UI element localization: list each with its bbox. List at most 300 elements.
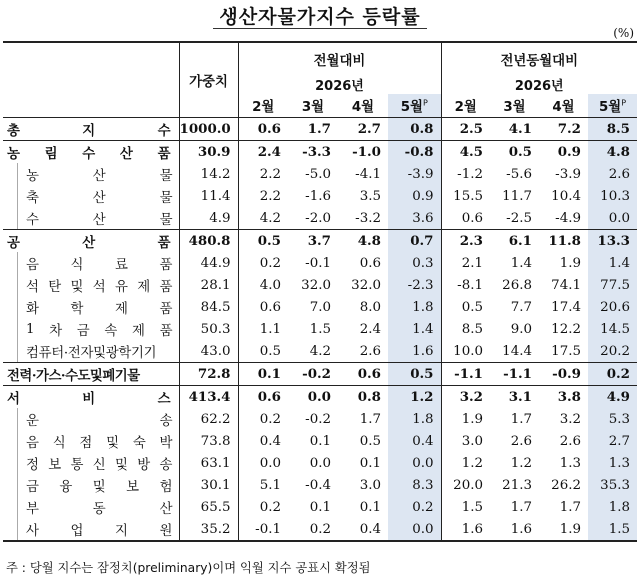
yoy-value-cell: 6.1 xyxy=(490,230,539,253)
weight-cell: 72.8 xyxy=(179,363,238,386)
label-char: 부 xyxy=(26,501,39,517)
yoy-month-header: 2월 xyxy=(441,94,490,118)
mom-value-cell: -1.6 xyxy=(305,188,331,204)
mom-value-cell: 2.4 xyxy=(238,141,288,164)
footnote: 주 : 당월 지수는 잠정치(preliminary)이며 익월 지수 공표시 확정됨 xyxy=(6,561,371,575)
mom-value-cell: -3.2 xyxy=(355,210,381,226)
yoy-value-cell: 3.1 xyxy=(490,386,539,409)
yoy-value-cell: 4.8 xyxy=(588,141,637,164)
table-row xyxy=(3,207,637,230)
weight-cell: 4.9 xyxy=(179,207,238,230)
mom-value-cell: -0.2 xyxy=(305,411,331,427)
subcategory-label xyxy=(3,252,179,274)
label-char: 숙 xyxy=(132,435,146,451)
label-char: 품 xyxy=(159,279,173,295)
label-char: 융 xyxy=(59,479,73,495)
yoy-value-cell: 20.0 xyxy=(441,474,490,496)
subcategory-label xyxy=(3,318,179,340)
yoy-value-cell: 14.5 xyxy=(588,318,637,340)
weight-cell: 14.2 xyxy=(179,163,238,185)
mom-value-cell: -2.0 xyxy=(305,210,331,226)
mom-value-cell: 3.0 xyxy=(359,477,381,493)
yoy-value-cell: 11.8 xyxy=(539,230,588,253)
yoy-value-cell: 1.7 xyxy=(559,499,581,515)
yoy-month-header: 3월 xyxy=(490,94,539,118)
label-char: 지 xyxy=(82,122,96,139)
label-char: 및 xyxy=(106,435,120,451)
weight-cell: 44.9 xyxy=(179,252,238,274)
yoy-value-cell: -2.5 xyxy=(506,210,532,226)
label-char: 석 xyxy=(92,279,106,295)
yoy-value-cell: 4.9 xyxy=(588,386,637,409)
label-char: 원 xyxy=(159,523,173,539)
mom-value-cell: 0.0 xyxy=(388,452,441,474)
mom-value-cell: 1.7 xyxy=(359,411,381,427)
label-char: 업 xyxy=(70,523,84,539)
table-row xyxy=(3,118,637,141)
label-char: 비 xyxy=(82,390,96,407)
mom-value-cell: 2.6 xyxy=(359,343,381,359)
yoy-value-cell: -1.1 xyxy=(441,363,490,386)
label-char: 동 xyxy=(92,501,106,517)
mom-value-cell: 0.0 xyxy=(288,386,338,409)
mom-value-cell: 0.1 xyxy=(359,455,381,471)
label-char: 식 xyxy=(70,257,84,273)
yoy-value-cell: 4.5 xyxy=(441,141,490,164)
yoy-value-cell: 35.3 xyxy=(588,474,637,496)
yoy-value-cell: -1.2 xyxy=(441,163,490,185)
table-body xyxy=(3,118,637,542)
label-char: 속 xyxy=(104,323,118,339)
label-char: 박 xyxy=(159,435,173,451)
mom-value-cell: 0.2 xyxy=(388,496,441,518)
mom-value-cell: -3.3 xyxy=(288,141,338,164)
yoy-value-cell: 0.6 xyxy=(441,207,490,230)
mom-value-cell: -0.4 xyxy=(305,477,331,493)
subcategory-label xyxy=(3,496,179,518)
subcategory-label xyxy=(3,430,179,452)
mom-value-cell: 0.7 xyxy=(388,230,441,253)
yoy-value-cell: 1.6 xyxy=(441,518,490,541)
mom-value-cell: 0.6 xyxy=(338,363,388,386)
yoy-value-cell: 7.7 xyxy=(510,299,532,315)
mom-group-header: 전월대비 xyxy=(238,42,441,75)
mom-value-cell: 0.4 xyxy=(388,430,441,452)
yoy-value-cell: 1.2 xyxy=(510,455,532,471)
mom-value-cell: 0.5 xyxy=(238,230,288,253)
yoy-value-cell: 1.6 xyxy=(490,518,539,541)
label-char: 및 xyxy=(70,279,84,295)
mom-value-cell: 3.5 xyxy=(359,188,381,204)
yoy-value-cell: 1.3 xyxy=(559,455,581,471)
label-char: 방 xyxy=(137,457,151,473)
label-char: 음 xyxy=(26,435,39,451)
mom-value-cell: 1.7 xyxy=(307,121,331,137)
yoy-value-cell: 7.2 xyxy=(557,121,581,137)
yoy-value-cell: 2.3 xyxy=(441,230,490,253)
yoy-value-cell: 1.2 xyxy=(441,452,490,474)
mom-value-cell: 1.4 xyxy=(388,318,441,340)
mom-value-cell: -4.1 xyxy=(355,166,381,182)
yoy-value-cell: 17.4 xyxy=(551,299,581,315)
table-row xyxy=(3,408,637,430)
table-row xyxy=(3,430,637,452)
mom-value-cell: 1.1 xyxy=(238,318,288,340)
subcategory-label xyxy=(3,474,179,496)
label-char: 물 xyxy=(159,168,173,184)
label-char: 탄 xyxy=(48,279,62,295)
mom-value-cell: 1.6 xyxy=(388,340,441,363)
yoy-value-cell: 1.8 xyxy=(588,496,637,518)
mom-value-cell: 2.2 xyxy=(238,163,288,185)
yoy-value-cell: 15.5 xyxy=(441,185,490,207)
label-char: 물 xyxy=(159,190,173,206)
label-char: 제 xyxy=(137,279,151,295)
label-char: 험 xyxy=(159,479,173,495)
title-underline xyxy=(213,28,427,29)
yoy-value-cell: 3.2 xyxy=(441,386,490,409)
yoy-value-cell: 26.2 xyxy=(551,477,581,493)
label-char: 및 xyxy=(92,479,106,495)
label-char: 총 xyxy=(7,122,20,139)
yoy-value-cell: -4.9 xyxy=(555,210,581,226)
mom-value-cell: 0.8 xyxy=(338,386,388,409)
subcategory-label xyxy=(3,274,179,296)
label-char: 및 xyxy=(115,457,128,473)
mom-value-cell: -0.2 xyxy=(288,363,338,386)
table-row xyxy=(3,496,637,518)
yoy-value-cell: 20.2 xyxy=(588,340,637,363)
label-char: 품 xyxy=(159,257,173,273)
mom-value-cell: 0.9 xyxy=(388,185,441,207)
yoy-month-header: 4월 xyxy=(539,94,588,118)
mom-value-cell: 2.4 xyxy=(359,321,381,337)
label-char: 점 xyxy=(79,435,93,451)
table-row xyxy=(3,252,637,274)
yoy-value-cell: 1.4 xyxy=(588,252,637,274)
yoy-value-cell: 1.5 xyxy=(588,518,637,541)
mom-value-cell: 4.8 xyxy=(338,230,388,253)
weight-cell: 1000.0 xyxy=(179,118,238,141)
yoy-value-cell: 10.4 xyxy=(551,188,581,204)
label-char: 품 xyxy=(159,323,173,339)
label-char: 수 xyxy=(82,145,96,162)
yoy-value-cell: -5.6 xyxy=(506,166,532,182)
subcategory-label xyxy=(3,207,179,230)
table-row xyxy=(3,518,637,541)
table-row xyxy=(3,452,637,474)
yoy-value-cell: -3.9 xyxy=(555,166,581,182)
weight-cell: 73.8 xyxy=(179,430,238,452)
yoy-value-cell: 13.3 xyxy=(588,230,637,253)
mom-value-cell: 0.6 xyxy=(359,255,381,271)
label-char: 스 xyxy=(157,390,171,407)
weight-cell: 30.1 xyxy=(179,474,238,496)
yoy-value-cell: 2.5 xyxy=(441,118,490,141)
mom-value-cell: 0.3 xyxy=(388,252,441,274)
label-char: 산 xyxy=(159,501,173,517)
yoy-value-cell: 20.6 xyxy=(588,296,637,318)
category-label xyxy=(3,230,179,253)
table-row xyxy=(3,340,637,363)
yoy-value-cell: 10.0 xyxy=(441,340,490,363)
label-char: 금 xyxy=(26,479,39,495)
yoy-value-cell: 1.9 xyxy=(539,518,588,541)
label-char: 수 xyxy=(26,212,39,228)
label-char: 통 xyxy=(70,457,84,473)
label-text: 전력·가스·수도및폐기물 xyxy=(7,367,140,384)
yoy-value-cell: 8.5 xyxy=(588,118,637,141)
yoy-value-cell: 2.6 xyxy=(588,163,637,185)
yoy-value-cell: 21.3 xyxy=(502,477,532,493)
subcategory-label xyxy=(3,408,179,430)
mom-value-cell: 0.1 xyxy=(309,433,331,449)
label-char: 금 xyxy=(76,323,90,339)
mom-value-cell: 0.2 xyxy=(288,518,338,541)
label-char: 보 xyxy=(48,457,62,473)
weight-cell: 62.2 xyxy=(179,408,238,430)
label-char: 수 xyxy=(157,122,171,139)
label-char: 산 xyxy=(119,145,133,162)
label-char: 1 xyxy=(26,321,35,337)
table-row xyxy=(3,296,637,318)
weight-cell: 84.5 xyxy=(179,296,238,318)
table-row xyxy=(3,163,637,185)
yoy-value-cell: 14.4 xyxy=(502,343,532,359)
mom-value-cell: -3.9 xyxy=(388,163,441,185)
yoy-value-cell: -1.1 xyxy=(490,363,539,386)
mom-value-cell: 1.8 xyxy=(388,296,441,318)
subcategory-label xyxy=(3,340,179,363)
weight-header: 가중치 xyxy=(179,42,238,118)
mom-value-cell: 0.4 xyxy=(238,430,288,452)
label-char: 산 xyxy=(92,168,106,184)
mom-value-cell: 1.8 xyxy=(388,408,441,430)
mom-value-cell: -0.1 xyxy=(305,255,331,271)
yoy-value-cell: 9.0 xyxy=(510,321,532,337)
mom-value-cell: 32.0 xyxy=(301,277,331,293)
subcategory-label xyxy=(3,163,179,185)
subcategory-label xyxy=(3,296,179,318)
table-row xyxy=(3,141,637,164)
label-text: 컴퓨터·전자및광학기기 xyxy=(26,345,157,361)
mom-value-cell: 0.2 xyxy=(238,252,288,274)
yoy-value-cell: 1.4 xyxy=(510,255,532,271)
yoy-value-cell: 1.5 xyxy=(441,496,490,518)
mom-value-cell: 4.2 xyxy=(238,207,288,230)
table-row xyxy=(3,363,637,386)
table-row xyxy=(3,230,637,253)
yoy-value-cell: 0.0 xyxy=(588,207,637,230)
yoy-value-cell: 0.2 xyxy=(588,363,637,386)
label-char: 화 xyxy=(26,301,39,317)
category-label xyxy=(3,141,179,164)
label-char: 석 xyxy=(26,279,39,295)
label-char: 차 xyxy=(49,323,63,339)
mom-value-cell: -0.8 xyxy=(388,141,441,164)
yoy-year-header: 2026년 xyxy=(441,75,637,94)
mom-value-cell: 7.0 xyxy=(309,299,331,315)
yoy-value-cell: 12.2 xyxy=(551,321,581,337)
label-char: 제 xyxy=(115,301,128,317)
label-char: 학 xyxy=(70,301,84,317)
weight-cell: 63.1 xyxy=(179,452,238,474)
mom-value-cell: 0.6 xyxy=(238,386,288,409)
page-title: 생산자물가지수 등락률 xyxy=(219,6,421,28)
category-label xyxy=(3,363,179,386)
yoy-value-cell: 0.9 xyxy=(539,141,588,164)
label-char: 품 xyxy=(159,301,173,317)
subcategory-label xyxy=(3,185,179,207)
yoy-value-cell: 3.0 xyxy=(441,430,490,452)
yoy-value-cell: 26.8 xyxy=(502,277,532,293)
mom-value-cell: 0.1 xyxy=(359,499,381,515)
weight-cell: 11.4 xyxy=(179,185,238,207)
label-char: 농 xyxy=(26,168,39,184)
subcategory-label xyxy=(3,452,179,474)
weight-cell: 28.1 xyxy=(179,274,238,296)
table-row xyxy=(3,474,637,496)
mom-value-cell: 0.6 xyxy=(238,118,288,141)
mom-year-header: 2026년 xyxy=(238,75,441,94)
yoy-value-cell: 2.7 xyxy=(588,430,637,452)
yoy-value-cell: -8.1 xyxy=(441,274,490,296)
mom-month-header: 4월 xyxy=(338,94,388,118)
yoy-value-cell: 1.9 xyxy=(441,408,490,430)
subcategory-label xyxy=(3,518,179,541)
mom-value-cell: 0.5 xyxy=(359,433,381,449)
mom-value-cell: 4.0 xyxy=(238,274,288,296)
label-char: 송 xyxy=(159,457,173,473)
mom-value-cell: 2.2 xyxy=(238,185,288,207)
yoy-value-cell: 0.5 xyxy=(441,296,490,318)
yoy-value-cell: 17.5 xyxy=(551,343,581,359)
label-char: 지 xyxy=(115,523,128,539)
mom-value-cell: 0.1 xyxy=(309,499,331,515)
mom-value-cell: 5.1 xyxy=(238,474,288,496)
mom-value-cell: -5.0 xyxy=(305,166,331,182)
label-char: 축 xyxy=(26,190,39,206)
weight-cell: 43.0 xyxy=(179,340,238,363)
mom-value-cell: 0.4 xyxy=(338,518,388,541)
yoy-value-cell: -0.9 xyxy=(539,363,588,386)
category-label xyxy=(3,386,179,409)
weight-cell: 65.5 xyxy=(179,496,238,518)
label-char: 유 xyxy=(115,279,128,295)
yoy-value-cell: 1.7 xyxy=(510,411,532,427)
mom-value-cell: 8.3 xyxy=(388,474,441,496)
weight-cell: 30.9 xyxy=(179,141,238,164)
mom-value-cell: 2.7 xyxy=(357,121,381,137)
mom-value-cell: 0.6 xyxy=(238,296,288,318)
mom-value-cell: 0.0 xyxy=(309,455,331,471)
label-char: 보 xyxy=(126,479,140,495)
label-char: 운 xyxy=(26,413,39,429)
table-row xyxy=(3,274,637,296)
label-char: 산 xyxy=(92,212,106,228)
label-char: 품 xyxy=(157,145,171,162)
yoy-group-header: 전년동월대비 xyxy=(441,42,637,75)
label-char: 서 xyxy=(7,390,20,407)
label-char: 료 xyxy=(115,257,128,273)
weight-cell: 480.8 xyxy=(179,230,238,253)
label-char: 제 xyxy=(131,323,145,339)
yoy-value-cell: 4.1 xyxy=(508,121,532,137)
label-char: 산 xyxy=(82,234,96,251)
label-char: 식 xyxy=(52,435,66,451)
mom-value-cell: 0.5 xyxy=(388,363,441,386)
table-row xyxy=(3,185,637,207)
label-char: 송 xyxy=(159,413,173,429)
weight-cell: 35.2 xyxy=(179,518,238,541)
label-char: 사 xyxy=(26,523,39,539)
yoy-value-cell: 5.3 xyxy=(588,408,637,430)
label-char: 신 xyxy=(92,457,106,473)
mom-value-cell: 3.6 xyxy=(388,207,441,230)
category-label xyxy=(3,118,179,141)
yoy-value-cell: 2.6 xyxy=(559,433,581,449)
yoy-value-cell: 1.9 xyxy=(559,255,581,271)
yoy-value-cell: 3.8 xyxy=(539,386,588,409)
table-row xyxy=(3,318,637,340)
mom-value-cell: 0.0 xyxy=(238,452,288,474)
mom-value-cell: 0.8 xyxy=(388,118,441,141)
mom-value-cell: 8.0 xyxy=(359,299,381,315)
table-row xyxy=(3,386,637,409)
label-char: 정 xyxy=(26,457,39,473)
mom-value-cell: 0.0 xyxy=(388,518,441,541)
mom-month-header: 3월 xyxy=(288,94,338,118)
weight-cell: 50.3 xyxy=(179,318,238,340)
label-char: 물 xyxy=(159,212,173,228)
label-char: 품 xyxy=(157,234,171,251)
yoy-month-header-prelim: 5월$^P$ xyxy=(588,94,637,118)
yoy-value-cell: 0.5 xyxy=(490,141,539,164)
ppi-table xyxy=(3,41,637,542)
mom-value-cell: 3.7 xyxy=(288,230,338,253)
mom-value-cell: 1.5 xyxy=(309,321,331,337)
mom-value-cell: 0.2 xyxy=(238,496,288,518)
yoy-value-cell: 2.1 xyxy=(441,252,490,274)
label-char: 산 xyxy=(92,190,106,206)
mom-value-cell: 4.2 xyxy=(309,343,331,359)
yoy-value-cell: 3.2 xyxy=(559,411,581,427)
unit-label: (%) xyxy=(613,26,634,40)
mom-month-header-prelim: 5월$^P$ xyxy=(388,94,441,118)
mom-value-cell: 0.1 xyxy=(238,363,288,386)
yoy-value-cell: 8.5 xyxy=(441,318,490,340)
mom-value-cell: -2.3 xyxy=(388,274,441,296)
yoy-value-cell: 77.5 xyxy=(588,274,637,296)
mom-value-cell: 1.2 xyxy=(388,386,441,409)
mom-month-header: 2월 xyxy=(238,94,288,118)
label-header-cell xyxy=(3,42,179,118)
mom-value-cell: -0.1 xyxy=(238,518,288,541)
yoy-value-cell: 1.7 xyxy=(510,499,532,515)
yoy-value-cell: 2.6 xyxy=(510,433,532,449)
label-char: 농 xyxy=(7,145,20,162)
mom-value-cell: 32.0 xyxy=(351,277,381,293)
mom-value-cell: 0.2 xyxy=(238,408,288,430)
label-char: 림 xyxy=(44,145,58,162)
mom-value-cell: 0.5 xyxy=(238,340,288,363)
label-char: 음 xyxy=(26,257,39,273)
label-char: 공 xyxy=(7,234,20,251)
yoy-value-cell: 11.7 xyxy=(502,188,532,204)
weight-cell: 413.4 xyxy=(179,386,238,409)
yoy-value-cell: 10.3 xyxy=(588,185,637,207)
yoy-value-cell: 1.3 xyxy=(588,452,637,474)
